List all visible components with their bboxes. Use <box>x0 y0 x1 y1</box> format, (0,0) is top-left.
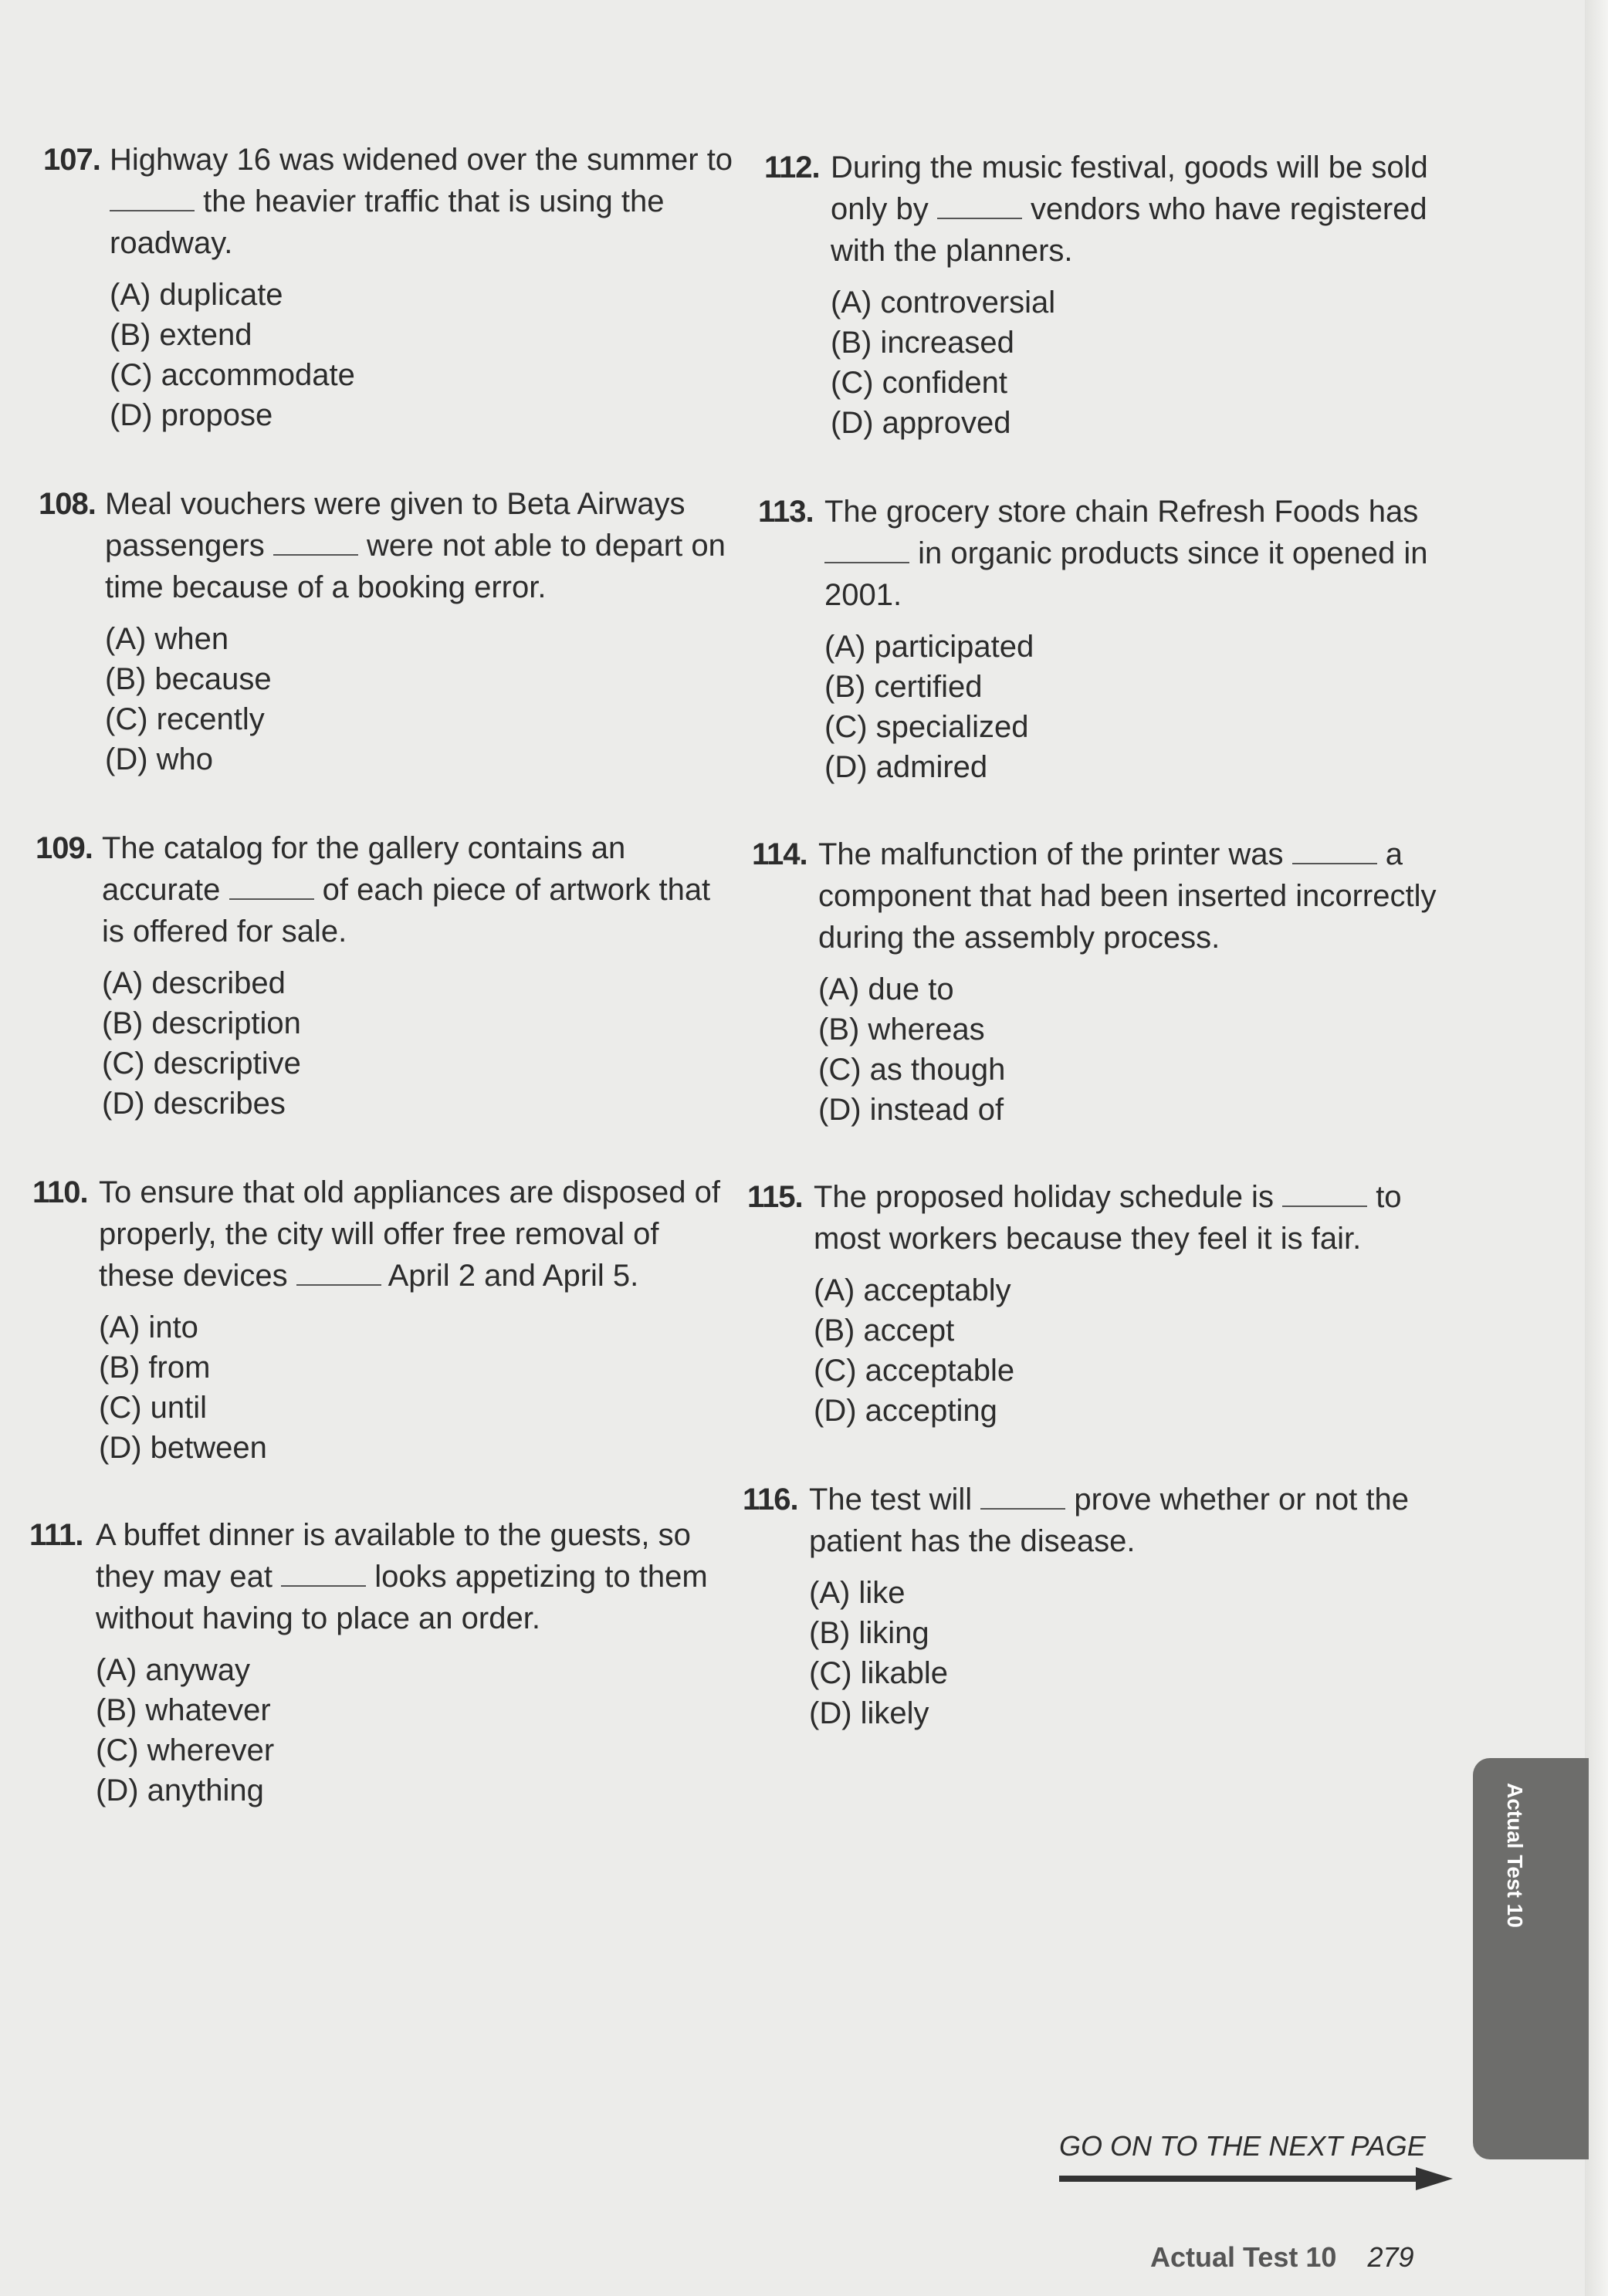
option-b: (B) extend <box>110 318 252 352</box>
option-b: (B) because <box>105 662 272 696</box>
answer-options <box>39 619 733 779</box>
question-number: 113. <box>758 495 814 529</box>
question-stem <box>36 827 730 952</box>
option-a: (A) participated <box>824 630 1034 664</box>
stem-text-before: During the music festival, goods will be sold only by <box>831 150 1428 226</box>
option-d: (D) anything <box>96 1774 264 1807</box>
option-c: (C) acceptable <box>814 1354 1015 1388</box>
question-116 <box>743 1479 1437 1733</box>
stem-text-before: The grocery store chain Refresh Foods has <box>824 495 1419 529</box>
option-d: (D) propose <box>110 398 273 432</box>
question-number: 116. <box>743 1483 798 1517</box>
question-number: 114. <box>752 837 807 871</box>
option-c: (C) as though <box>818 1053 1006 1087</box>
question-115 <box>747 1176 1442 1431</box>
stem-text-after: were not able to depart on time because of a booking error. <box>105 529 726 604</box>
answer-blank <box>980 1482 1065 1510</box>
option-b: (B) from <box>99 1351 211 1385</box>
answer-blank <box>824 536 909 563</box>
option-d: (D) admired <box>824 750 988 784</box>
question-number: 115. <box>747 1180 803 1214</box>
option-c: (C) wherever <box>96 1733 275 1767</box>
option-d: (D) approved <box>831 406 1011 440</box>
question-stem <box>743 1479 1437 1562</box>
question-stem <box>764 147 1459 272</box>
question-number: 108. <box>39 487 96 521</box>
answer-options <box>764 282 1459 443</box>
stem-text-before: The catalog for the gallery contains an accurate <box>102 831 626 907</box>
stem-text-before: To ensure that old appliances are disposed of properly, the city will offer free removal of these devices <box>99 1175 720 1293</box>
answer-options <box>43 275 738 435</box>
question-109 <box>36 827 730 1124</box>
option-b: (B) description <box>102 1006 301 1040</box>
option-d: (D) describes <box>102 1087 286 1121</box>
answer-blank <box>273 528 358 556</box>
question-number: 111. <box>29 1518 83 1552</box>
question-114 <box>752 834 1447 1130</box>
option-a: (A) controversial <box>831 286 1056 320</box>
option-a: (A) described <box>102 966 286 1000</box>
answer-options <box>747 1270 1442 1431</box>
option-d: (D) who <box>105 742 214 776</box>
option-c: (C) accommodate <box>110 358 355 392</box>
answer-blank <box>1292 837 1377 864</box>
side-tab-label: Actual Test 10 <box>1503 1783 1527 1928</box>
answer-blank <box>937 191 1022 219</box>
stem-text-before: The proposed holiday schedule is <box>814 1180 1274 1214</box>
option-c: (C) likable <box>809 1656 949 1690</box>
question-stem <box>29 1514 724 1639</box>
question-111 <box>29 1514 724 1811</box>
answer-blank <box>229 872 314 900</box>
stem-text-after: April 2 and April 5. <box>388 1259 639 1293</box>
option-a: (A) due to <box>818 972 954 1006</box>
stem-text-after: prove whether or not the patient has the disease. <box>809 1483 1410 1558</box>
stem-text-after: looks appetizing to them without having to place an order. <box>96 1560 708 1635</box>
option-d: (D) between <box>99 1431 267 1465</box>
question-stem <box>43 139 738 264</box>
stem-text-before: A buffet dinner is available to the guests, so they may eat <box>96 1518 691 1594</box>
option-b: (B) whereas <box>818 1013 985 1047</box>
answer-blank <box>281 1559 366 1587</box>
question-112 <box>764 147 1459 443</box>
answer-options <box>36 963 730 1124</box>
option-c: (C) specialized <box>824 710 1029 744</box>
option-b: (B) increased <box>831 326 1014 360</box>
answer-options <box>752 969 1447 1130</box>
option-b: (B) certified <box>824 670 983 704</box>
question-number: 107. <box>43 143 100 177</box>
answer-options <box>29 1650 724 1811</box>
stem-text-after: vendors who have registered with the planners. <box>831 192 1427 268</box>
page-footer <box>1150 2241 1414 2274</box>
option-c: (C) confident <box>831 366 1007 400</box>
option-b: (B) accept <box>814 1314 955 1348</box>
option-d: (D) accepting <box>814 1394 997 1428</box>
option-a: (A) duplicate <box>110 278 283 312</box>
question-stem <box>39 483 733 608</box>
answer-blank <box>110 184 195 211</box>
right-arrow-icon <box>1059 2167 1453 2190</box>
stem-text-before: The test will <box>809 1483 973 1517</box>
stem-text-after: of each piece of artwork that is offered for sale. <box>102 873 711 948</box>
option-d: (D) instead of <box>818 1093 1004 1127</box>
answer-options <box>32 1307 727 1468</box>
option-b: (B) whatever <box>96 1693 271 1727</box>
stem-text-after: to most workers because they feel it is fair. <box>814 1180 1402 1256</box>
stem-text-before: The malfunction of the printer was <box>818 837 1284 871</box>
question-stem <box>758 491 1453 616</box>
option-a: (A) when <box>105 622 229 656</box>
footer-title: Actual Test 10 <box>1150 2241 1337 2273</box>
question-stem <box>32 1172 727 1297</box>
answer-blank <box>296 1258 381 1286</box>
question-stem <box>752 834 1447 959</box>
stem-text-before: Highway 16 was widened over the summer to <box>110 143 733 177</box>
question-stem <box>747 1176 1442 1260</box>
answer-options <box>758 627 1453 787</box>
option-a: (A) like <box>809 1576 906 1610</box>
answer-blank <box>1282 1179 1367 1207</box>
page-number: 279 <box>1367 2241 1414 2273</box>
question-108 <box>39 483 733 779</box>
option-a: (A) acceptably <box>814 1273 1011 1307</box>
option-d: (D) likely <box>809 1696 929 1730</box>
next-page-instruction: GO ON TO THE NEXT PAGE <box>1059 2130 1426 2162</box>
stem-text-before: Meal vouchers were given to Beta Airways passengers <box>105 487 686 563</box>
answer-options <box>743 1573 1437 1733</box>
question-110 <box>32 1172 727 1468</box>
option-a: (A) anyway <box>96 1653 251 1687</box>
question-107 <box>43 139 738 435</box>
question-number: 112. <box>764 150 820 184</box>
question-113 <box>758 491 1453 787</box>
stem-text-after: in organic products since it opened in 2001. <box>824 536 1428 612</box>
option-a: (A) into <box>99 1310 198 1344</box>
question-number: 109. <box>36 831 93 865</box>
option-c: (C) descriptive <box>102 1047 301 1080</box>
question-number: 110. <box>32 1175 88 1209</box>
stem-text-after: the heavier traffic that is using the roadway. <box>110 184 665 260</box>
option-c: (C) recently <box>105 702 265 736</box>
stem-text-after: a component that had been inserted incorrectly during the assembly process. <box>818 837 1437 955</box>
option-b: (B) liking <box>809 1616 929 1650</box>
option-c: (C) until <box>99 1391 208 1425</box>
